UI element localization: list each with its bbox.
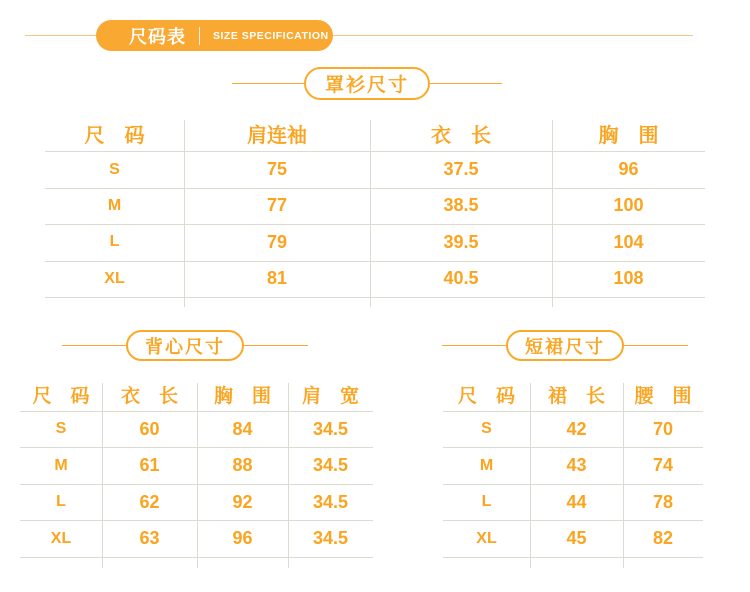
vest-header-shoulder: 肩 宽 (301, 386, 359, 407)
shirt-header-sleeve: 肩连袖 (247, 124, 307, 147)
section-title: 背心尺寸 (145, 336, 225, 357)
vest-row-s-bust: 84 (232, 418, 253, 439)
divider (430, 83, 502, 84)
shirt-row-m-length: 38.5 (443, 195, 479, 216)
shirt-header-size: 尺 码 (84, 124, 145, 147)
vest-row-l-bust: 92 (232, 491, 253, 512)
column-divider (184, 120, 185, 307)
shirt-row-s-sleeve: 75 (266, 159, 288, 180)
row-divider (443, 447, 703, 448)
shirt-row-l-sleeve: 79 (266, 231, 288, 252)
skirt-row-m-waist: 74 (652, 455, 674, 476)
column-divider (288, 383, 289, 568)
vest-header-bust: 胸 围 (213, 386, 271, 407)
skirt-row-l-waist: 78 (652, 491, 674, 512)
row-divider (443, 520, 703, 521)
column-divider (370, 120, 371, 307)
vest-row-s-size: S (55, 420, 67, 438)
vest-row-l-size: L (56, 493, 66, 511)
skirt-row-l-length: 44 (566, 491, 587, 512)
vest-size-table (20, 378, 373, 568)
section-title: 罩衫尺寸 (325, 75, 410, 96)
size-chart-badge (96, 20, 333, 51)
shirt-row-m-bust: 100 (613, 195, 644, 216)
section-header-shirt (232, 67, 502, 100)
vest-row-s-length: 60 (139, 418, 160, 439)
badge-divider (199, 27, 200, 45)
section-pill-skirt (506, 330, 624, 361)
vest-row-xl-shoulder: 34.5 (312, 528, 349, 549)
vest-row-xl-size: XL (50, 529, 72, 547)
row-divider (443, 484, 703, 485)
vest-row-m-size: M (54, 456, 68, 474)
divider (624, 345, 688, 346)
vest-row-l-length: 62 (139, 491, 160, 512)
shirt-row-xl-length: 40.5 (443, 268, 479, 289)
badge-title-cn: 尺码表 (129, 26, 186, 47)
vest-row-xl-bust: 96 (232, 528, 253, 549)
skirt-header-size: 尺 码 (457, 386, 515, 407)
row-divider (443, 557, 703, 558)
skirt-row-xl-size: XL (476, 529, 497, 547)
vest-row-m-length: 61 (139, 455, 160, 476)
divider (442, 345, 506, 346)
vest-row-xl-length: 63 (139, 528, 160, 549)
shirt-row-xl-size: XL (104, 269, 125, 287)
vest-row-l-shoulder: 34.5 (312, 491, 349, 512)
skirt-header-length: 裙 长 (547, 386, 605, 407)
skirt-row-s-length: 42 (566, 418, 587, 439)
vest-header-size: 尺 码 (32, 386, 90, 407)
divider (62, 345, 126, 346)
shirt-row-s-length: 37.5 (443, 159, 479, 180)
badge-title-en: SIZE SPECIFICATION (213, 29, 329, 42)
row-divider (443, 411, 703, 412)
column-divider (623, 383, 624, 568)
section-header-vest (62, 330, 308, 361)
skirt-row-xl-waist: 82 (652, 528, 674, 549)
skirt-row-xl-length: 45 (566, 528, 587, 549)
shirt-row-m-sleeve: 77 (266, 195, 288, 216)
skirt-size-table (443, 378, 703, 568)
skirt-row-m-size: M (479, 456, 494, 474)
vest-row-s-shoulder: 34.5 (312, 418, 349, 439)
section-title: 短裙尺寸 (525, 336, 605, 357)
shirt-row-l-length: 39.5 (443, 231, 479, 252)
row-divider (45, 297, 705, 298)
vest-header-length: 衣 长 (120, 386, 178, 407)
shirt-row-m-size: M (107, 196, 122, 214)
divider (244, 345, 308, 346)
skirt-row-m-length: 43 (566, 455, 587, 476)
section-header-skirt (442, 330, 688, 361)
shirt-row-l-bust: 104 (613, 231, 644, 252)
column-divider (530, 383, 531, 568)
column-divider (197, 383, 198, 568)
column-divider (102, 383, 103, 568)
skirt-row-s-waist: 70 (652, 418, 674, 439)
skirt-row-l-size: L (481, 493, 492, 511)
shirt-row-s-size: S (109, 160, 120, 178)
section-pill-vest (126, 330, 244, 361)
shirt-size-table (45, 115, 705, 307)
row-divider (45, 261, 705, 262)
column-divider (552, 120, 553, 307)
row-divider (45, 224, 705, 225)
shirt-header-length: 衣 长 (431, 124, 491, 147)
row-divider (45, 151, 705, 152)
section-pill-shirt (304, 67, 430, 100)
row-divider (45, 188, 705, 189)
shirt-header-bust: 胸 围 (598, 124, 659, 147)
divider (232, 83, 304, 84)
shirt-row-s-bust: 96 (618, 159, 639, 180)
skirt-header-waist: 腰 围 (634, 386, 692, 407)
vest-row-m-shoulder: 34.5 (312, 455, 349, 476)
vest-row-m-bust: 88 (232, 455, 253, 476)
skirt-row-s-size: S (481, 420, 492, 438)
shirt-row-l-size: L (109, 233, 120, 251)
shirt-row-xl-bust: 108 (613, 268, 644, 289)
shirt-row-xl-sleeve: 81 (266, 268, 288, 289)
